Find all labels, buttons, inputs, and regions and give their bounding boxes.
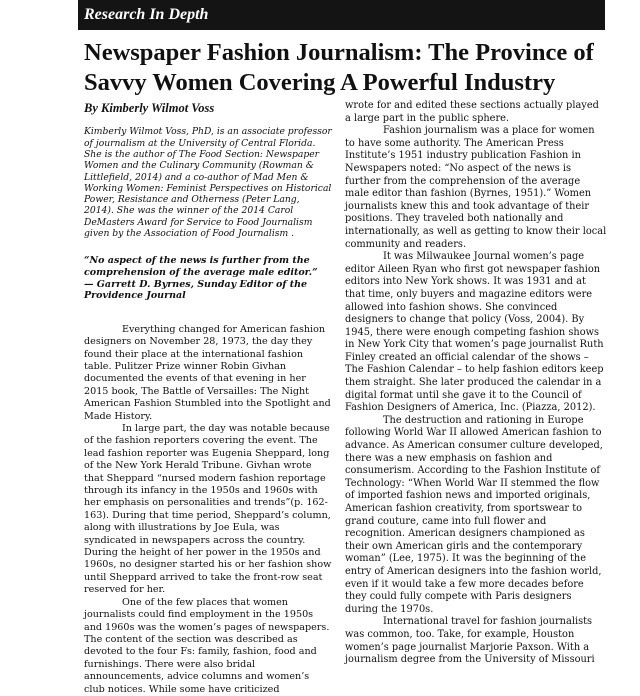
body-paragraph: Everything changed for American fashion designers on November 28, 1973, the day they found their place at the international fashion table. Pulitzer Prize winner Robin Givhan documented the events of that evening in her 2015 book, The Battle of Versailles: The Night American Fashion Stumbled into the Spotlight and Made History. xyxy=(84,323,331,422)
author-bio: Kimberly Wilmot Voss, PhD, is an associate professor of journalism at the University of Central Florida. She is the author of The Food Section: Newspaper Women and the Culinary Community (Rowman & Littlefield, 2014) and a co-author of Mad Men & Working Women: Feminist Perspectives on Historical Power, Resistance and Otherness (Peter Lang, 2014). She was the winner of the 2014 Carol DeMasters Award for Service to Food Journalism given by the Association of Food Journalism . xyxy=(84,126,332,240)
body-paragraph: In large part, the day was notable because of the fashion reporters covering the event. The lead fashion reporter was Eugenia Sheppard, long of the New York Herald Tribune. Givhan wrote that Sheppard “nursed modern fashion reportage through its infancy in the 1950s and 1960s with her emphasis on personalities and trends”(p. 162-163). During that time period, Sheppard’s column, along with illustrations by Joe Eula, was syndicated in newspapers across the country. During the height of her power in the 1950s and 1960s, no designer started his or her fashion show until Sheppard arrived to take the front-row seat reserved for her. xyxy=(84,423,332,596)
body-paragraph: One of the few places that women journalists could find employment in the 1950s and 1960s was the women’s pages of newspapers. The content of the section was described as devoted to the four Fs: family, fashion, food and furnishings. There were also bridal announcements, advice columns and women’s club notices. While some have criticized xyxy=(84,596,330,695)
pull-quote-text: “No aspect of the news is further from the comprehension of the average male editor.” xyxy=(84,255,318,278)
body-paragraph: It was Milwaukee Journal women’s page editor Aileen Ryan who first got newspaper fashion editors into New York shows. It was 1931 and at that time, only buyers and magazine editors were allowed into fashion shows. She convinced designers to change that policy (Voss, 2004). By 1945, there were enough competing fashion shows in New York City that women’s page journalist Ruth Finley created an official calendar of the shows – The Fashion Calendar – to help fashion editors keep them straight. She later produced the calendar in a digital format until she gave it to the Council of Fashion Designers of America, Inc. (Piazza, 2012). xyxy=(345,251,604,414)
byline: By Kimberly Wilmot Voss xyxy=(84,101,215,115)
pull-quote xyxy=(84,255,332,301)
left-column xyxy=(84,98,332,696)
section-banner: Research In Depth xyxy=(78,0,605,30)
body-paragraph: International travel for fashion journalists was common, too. Take, for example, Houston women’s page journalist Marjorie Paxson. With a journalism degree from the University of Missouri xyxy=(345,616,595,666)
body-paragraph: The destruction and rationing in Europe following World War II allowed American fashion to advance. As American consumer culture developed, there was a new emphasis on fashion and consumerism. According to the Fashion Institute of Technology: “When World War II stemmed the flow of imported fashion news and imported originals, American fashion creativity, from sportswear to grand couture, came into full flower and recognition. American designers championed as their own American girls and the contemporary woman” (Lee, 1975). It was the beginning of the entry of American designers into the fashion world, even if it would take a few more decades before they could fully compete with Paris designers during the 1970s. xyxy=(345,414,603,615)
body-paragraph: wrote for and edited these sections actually played a large part in the public sphere. xyxy=(345,100,599,124)
pull-quote-attribution: — Garrett D. Byrnes, Sunday Editor of the Providence Journal xyxy=(84,278,308,302)
body-paragraph: Fashion journalism was a place for women to have some authority. The American Press Institute’s 1951 industry publication Fashion in Newspapers noted: “No aspect of the news is further from the comprehension of the average male editor than fashion (Byrnes, 1951).” Women journalists knew this and took advantage of their positions. They traveled both nationally and internationally, as well as getting to know their local community and readers. xyxy=(345,125,607,250)
right-column xyxy=(345,100,607,667)
article-title: Newspaper Fashion Journalism: The Province of Savvy Women Covering A Powerful Industry xyxy=(84,39,594,96)
